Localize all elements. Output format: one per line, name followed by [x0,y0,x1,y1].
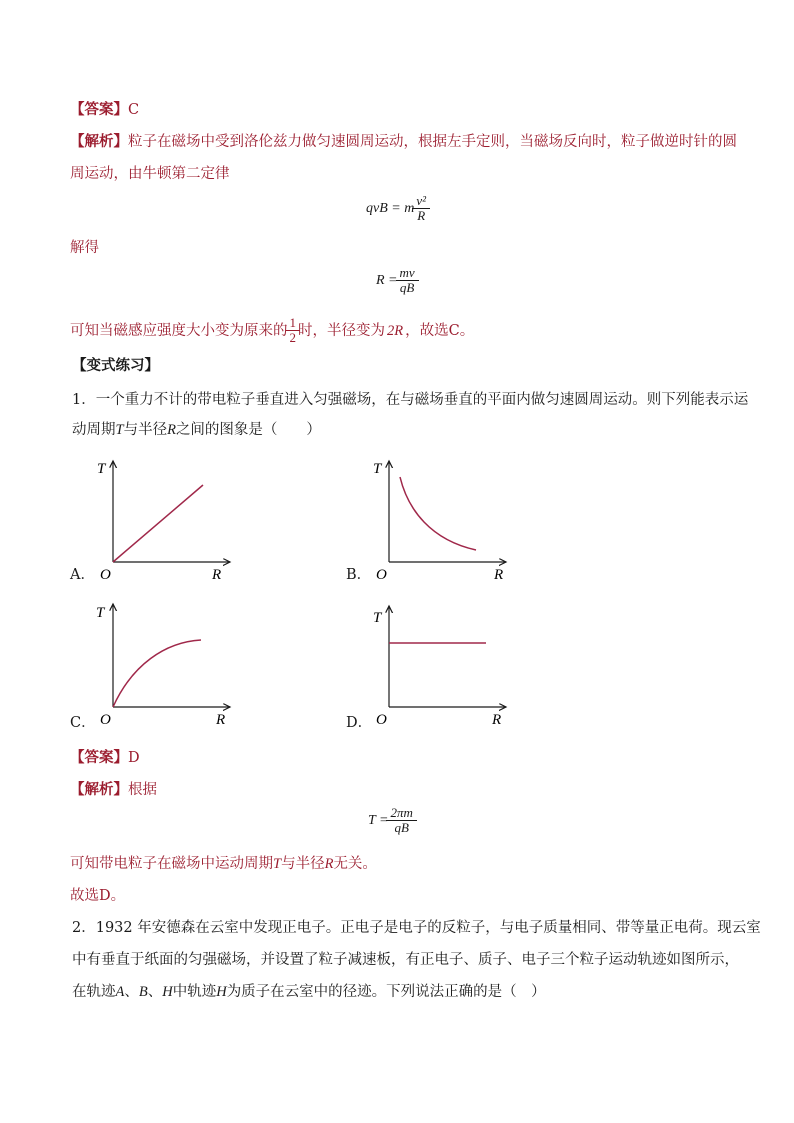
answer-2-value: D [128,750,140,766]
eq3-fraction [388,806,414,835]
equation-period [368,806,415,835]
conclusion-2-part-b: 与半径 [281,856,325,872]
question-1-text-1: 一个重力不计的带电粒子垂直进入匀强磁场，在与磁场垂直的平面内做匀速圆周运动。则下列能表示运 [95,392,749,408]
question-1-text-2a: 动周期 [72,422,116,438]
conclusion-1-part-a: 可知当磁感应强度大小变为原来的 [70,322,288,339]
question-1-R: R [167,422,176,438]
eq2-left: R = [376,272,398,288]
question-2-line-1 [72,918,761,938]
question-1-text-2b: 与半径 [123,422,168,438]
origin-label: O [100,567,111,583]
analysis-2-label: 【解析】 [70,781,128,798]
y-label: T [373,610,382,626]
x-label: R [216,712,226,728]
y-label: T [96,605,105,621]
conclusion-2-R: R [324,856,334,872]
curve-inverse [400,477,476,550]
graph-c [70,600,250,730]
eq1-numerator: v² [416,193,426,208]
q2-H2: H [216,984,227,1000]
question-2-line-3 [72,982,546,1002]
eq1-denominator: R [417,208,426,223]
answer-line-1 [70,100,139,120]
answer-label: 【答案】 [70,101,128,118]
q2-sep-1: 、 [124,984,139,1000]
question-1-number: 1． [72,392,96,408]
answer-value: C [128,102,140,118]
conclusion-2 [70,854,377,874]
option-b-letter: B． [346,567,372,583]
eq2-numerator: mv [399,265,415,280]
q2-text-3c: 为质子在云室中的径迹。下列说法正确的是（ ） [226,984,546,1000]
x-label: R [212,567,222,583]
option-b[interactable] [346,455,526,585]
question-2-line-2: 中有垂直于纸面的匀强磁场，并设置了粒子减速板，有正电子、质子、电子三个粒子运动轨迹如图所示， [72,952,739,968]
conclusion-2-T: T [273,856,282,872]
graph-a [70,455,250,585]
conclusion-1-part-b: 时，半径变为 [298,322,385,339]
q2-text-3b: 中轨迹 [172,984,217,1000]
half-numerator: 1 [289,315,296,330]
solve-label: 解得 [70,240,99,256]
curve-concave [113,640,201,707]
conclusion-1 [70,316,474,345]
option-d-letter: D． [346,715,373,731]
q2-sep-2: 、 [147,984,163,1000]
q2-H: H [162,984,173,1000]
eq1-fraction [414,194,428,223]
choose-line: 故选D。 [70,888,126,904]
equation-radius [376,266,417,295]
question-2-text-1: 1932 年安德森在云室中发现正电子。正电子是电子的反粒子，与电子质量相同、带等量正电荷。现云室 [95,920,761,936]
eq3-denominator: qB [394,820,409,835]
half-fraction [288,316,299,345]
x-label: R [494,567,504,583]
practice-heading: 【变式练习】 [72,357,159,374]
option-c-letter: C． [70,715,96,731]
analysis-label: 【解析】 [70,133,128,150]
analysis-line-2: 周运动，由牛顿第二定律 [70,166,230,182]
q2-text-3a: 在轨迹 [72,984,116,1000]
question-2-number: 2． [72,920,96,936]
analysis-line-1 [70,132,737,152]
analysis-2-text: 根据 [128,782,157,798]
conclusion-2-part-a: 可知带电粒子在磁场中运动周期 [70,856,273,872]
curve-linear [113,485,203,562]
question-1-text-2c: 之间的图象是（ ） [175,422,321,438]
y-label: T [373,461,382,477]
eq2-fraction [398,266,417,295]
eq2-denominator: qB [399,280,415,295]
eq3-left: T = [368,812,389,828]
option-c[interactable] [70,600,250,730]
origin-label: O [376,712,387,728]
x-label: R [492,712,502,728]
question-1-T: T [115,422,124,438]
conclusion-2-part-c: 无关。 [333,856,377,872]
option-a-letter: A． [70,567,95,583]
origin-label: O [376,567,387,583]
q2-A: A [115,984,125,1000]
y-label: T [97,461,106,477]
analysis-2-line [70,780,157,800]
option-a[interactable] [70,455,250,585]
answer-2-label: 【答案】 [70,749,128,766]
eq3-numerator: 2πm [390,805,413,820]
eq1-left: qvB = m [366,200,415,216]
conclusion-1-part-c: ，故选 [405,322,449,339]
conclusion-1-part-d: C。 [448,322,475,339]
answer-line-2 [70,748,140,768]
equation-lorentz [366,194,428,223]
q2-B: B [138,984,148,1000]
question-1-line-2 [72,420,321,440]
origin-label: O [100,712,111,728]
option-d[interactable] [346,600,526,730]
graph-b [346,455,526,585]
conclusion-1-2R: 2R [387,322,404,339]
graph-d [346,600,526,730]
analysis-text-1: 粒子在磁场中受到洛伦兹力做匀速圆周运动，根据左手定则，当磁场反向时，粒子做逆时针的圆 [128,134,737,150]
half-denominator: 2 [289,330,296,345]
question-1-line-1 [72,390,748,410]
